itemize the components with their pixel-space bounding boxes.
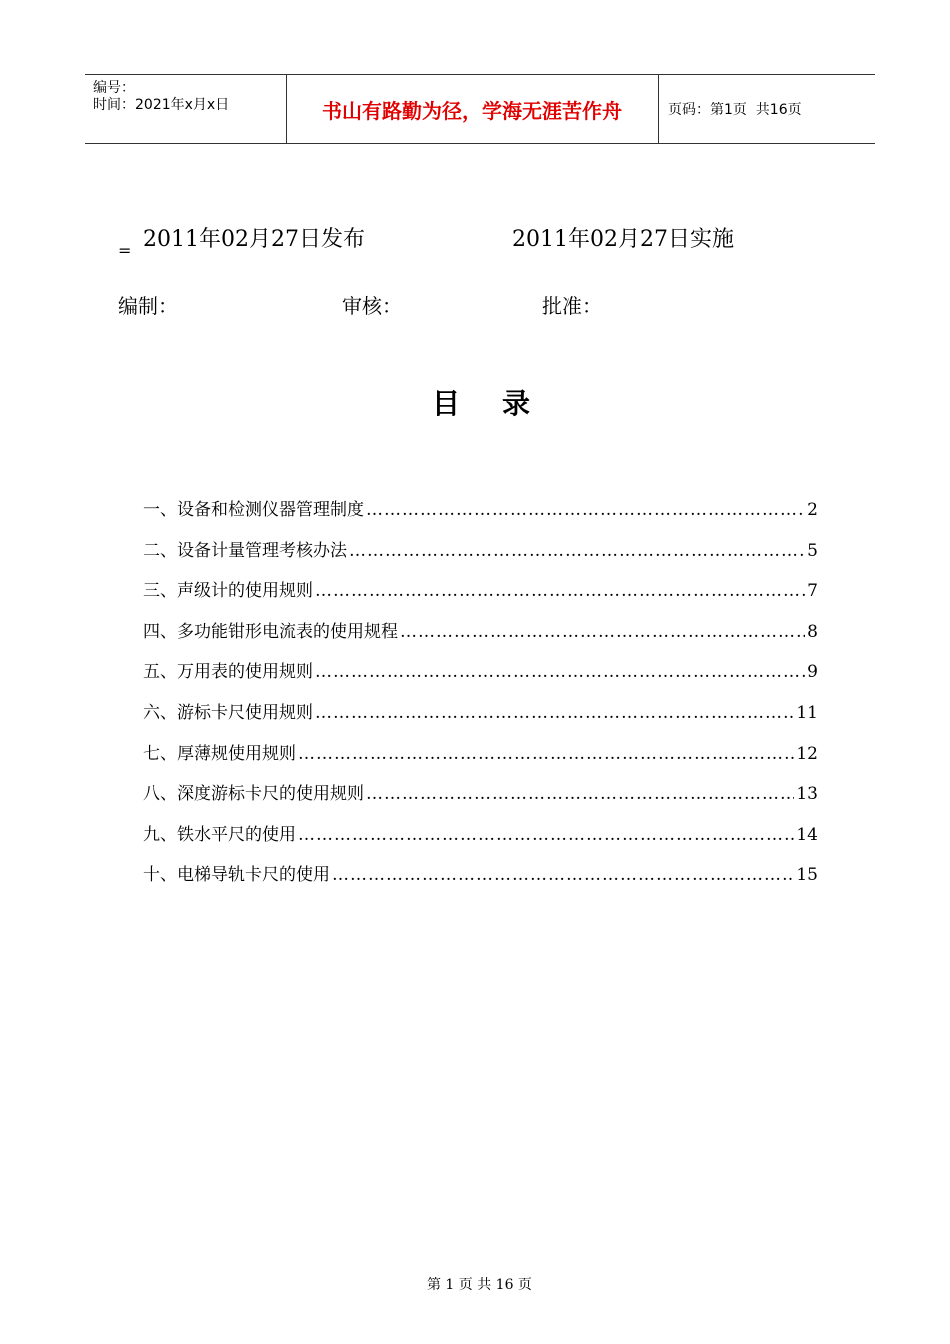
header-motto: 书山有路勤为径，学海无涯苦作舟	[322, 98, 622, 123]
implement-date: 2011年02月27日实施	[512, 227, 734, 252]
toc-item-title: 八、深度游标卡尺的使用规则	[143, 784, 364, 805]
document-number-label: 编号：	[93, 80, 135, 96]
toc-leader	[315, 703, 794, 723]
publish-date: 2011年02月27日发布	[143, 227, 365, 252]
toc-title: 目录	[432, 387, 573, 420]
toc-item[interactable]	[143, 820, 818, 861]
header-page-info	[668, 75, 802, 143]
toc-item-title: 十、电梯导轨卡尺的使用	[143, 865, 330, 886]
toc-item-title: 二、设备计量管理考核办法	[143, 540, 347, 561]
toc-leader	[315, 662, 805, 682]
toc-item-page: 12	[796, 743, 818, 764]
compile-label: 编制：	[118, 294, 178, 318]
toc-item[interactable]	[143, 617, 818, 658]
header-divider	[658, 75, 659, 143]
toc-leader	[400, 622, 805, 642]
toc-leader	[366, 500, 805, 520]
toc-leader	[315, 581, 805, 601]
toc-leader	[332, 865, 794, 885]
toc-item-page: 5	[807, 540, 818, 561]
toc-item-title: 五、万用表的使用规则	[143, 662, 313, 683]
toc-item-page: 14	[796, 824, 818, 845]
toc-leader	[298, 744, 794, 764]
toc-item-title: 七、厚薄规使用规则	[143, 743, 296, 764]
toc-item-title: 三、声级计的使用规则	[143, 581, 313, 602]
toc-item-title: 六、游标卡尺使用规则	[143, 702, 313, 723]
toc-item-page: 9	[807, 662, 818, 683]
toc-item[interactable]	[143, 657, 818, 698]
toc-item-page: 7	[807, 581, 818, 602]
toc-item-title: 一、设备和检测仪器管理制度	[143, 500, 364, 520]
document-time-label: 时间：2021年x月x日	[93, 97, 230, 113]
toc-leader	[366, 784, 794, 804]
page-header	[85, 74, 875, 144]
header-meta	[93, 80, 283, 114]
approve-label: 批准：	[542, 294, 602, 318]
toc-item[interactable]	[143, 698, 818, 739]
toc-item[interactable]	[143, 779, 818, 820]
header-page-label: 页码：第1页 共16页	[668, 102, 802, 118]
toc-item-page: 11	[796, 702, 818, 723]
toc-item-title: 四、多功能钳形电流表的使用规程	[143, 621, 398, 642]
review-label: 审核：	[342, 294, 402, 318]
toc-item-page: 8	[807, 621, 818, 642]
toc-leader	[349, 541, 805, 561]
toc-leader	[298, 825, 794, 845]
toc-item-page: 2	[807, 500, 818, 520]
toc-item-page: 13	[796, 784, 818, 805]
page-footer	[0, 1258, 950, 1294]
toc-item[interactable]	[143, 536, 818, 577]
toc-item[interactable]	[143, 739, 818, 780]
toc-item[interactable]	[143, 860, 818, 901]
toc-item-title: 九、铁水平尺的使用	[143, 824, 296, 845]
stray-mark: =	[118, 241, 132, 260]
toc-item-page: 15	[796, 865, 818, 886]
toc-list	[143, 495, 818, 901]
toc-item[interactable]	[143, 495, 818, 536]
footer-page-number: 第 1 页 共 16 页	[426, 1277, 532, 1293]
toc-item[interactable]	[143, 576, 818, 617]
